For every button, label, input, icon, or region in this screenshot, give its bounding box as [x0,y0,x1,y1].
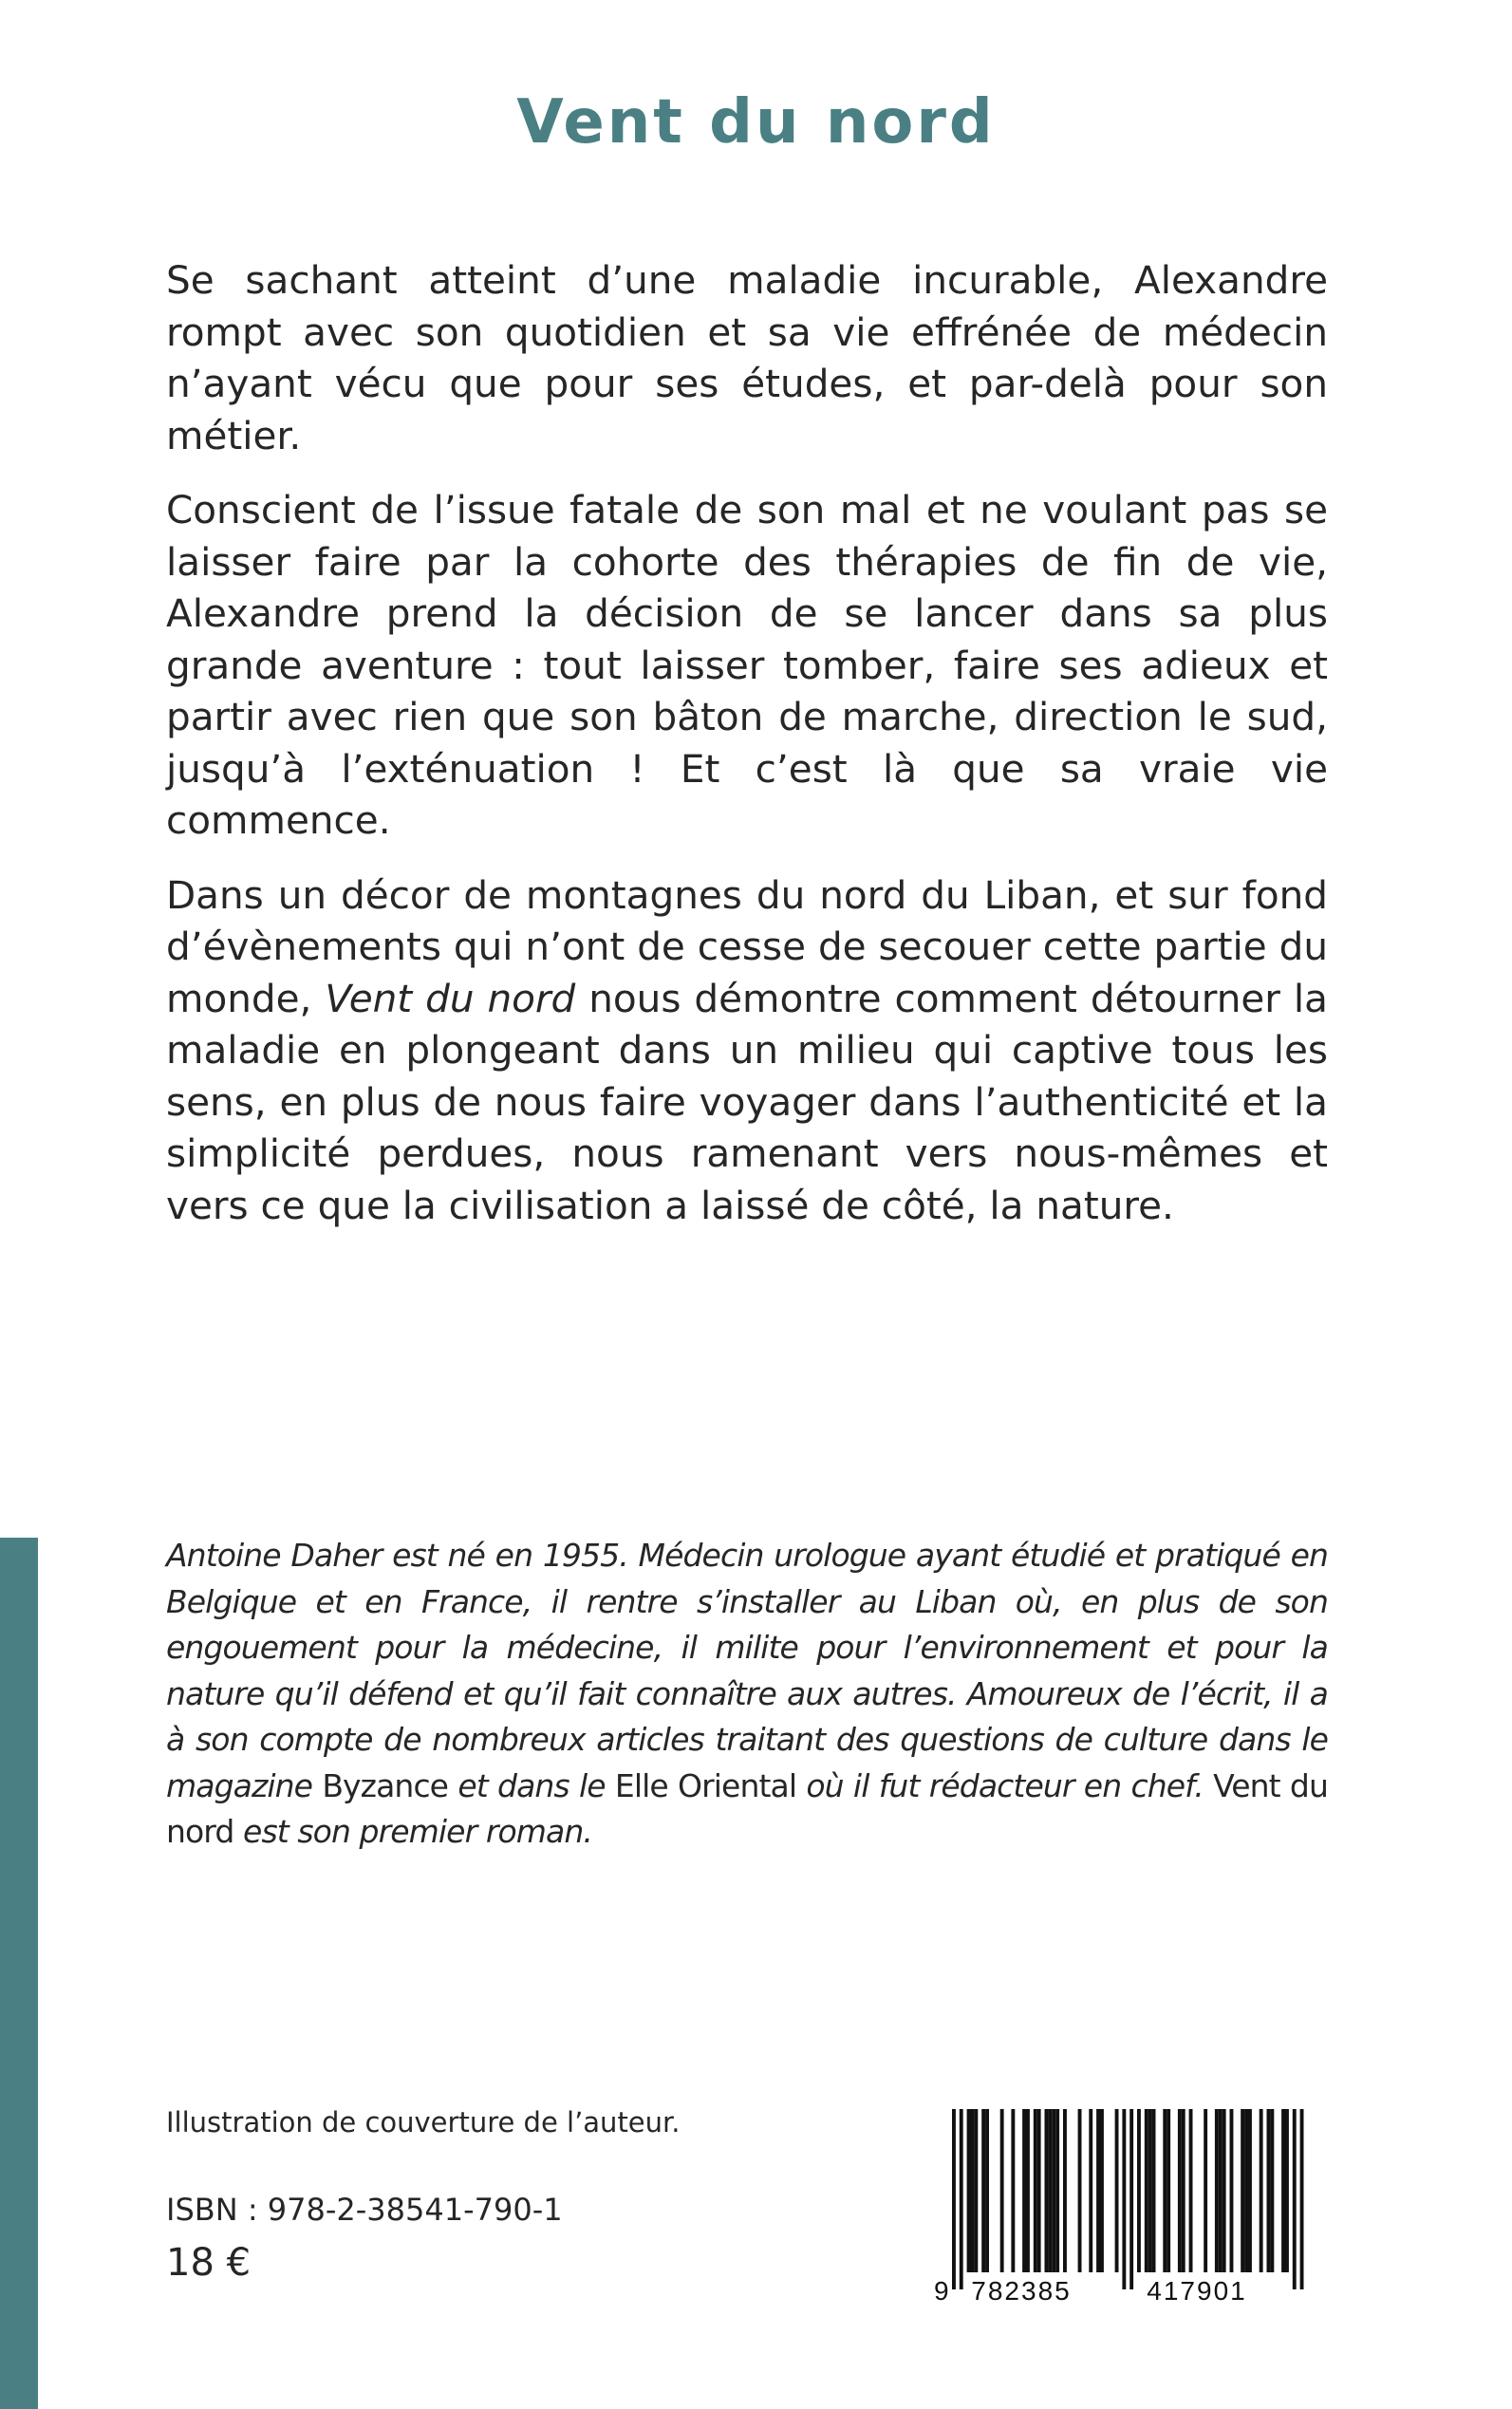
barcode-bar [1244,2109,1248,2272]
bio-novel-title: Vent du nord [166,1766,1328,1850]
barcode-bar [1204,2109,1207,2272]
barcode-bar [1011,2109,1015,2272]
bio-part-1: est né en 1955. Médecin urologue ayant étudié et pratiqué en Belgique et en France, il rentre s’installer au Liban où, en plus de son engouement pour la médecine, il milite pour l’environnement et pour la nature qu’il défend et qu’il fait connaître aux autres. Amoureux de l’écrit, il a à son compte de nombreux articles traitant des questions de culture dans le magazine [166,1537,1328,1804]
barcode-bar [1045,2109,1049,2272]
blurb-paragraph-2: Conscient de l’issue fatale de son mal et ne voulant pas se laisser faire par la cohorte des thérapies de fin de vie, Alexandre prend la décision de se lancer dans sa plus grande aventure : tout laisser tomber, faire ses adieux et partir avec rien que son bâton de marche, direction le sud, jusqu’à l’exténuation ! Et c’est là que sa vraie vie commence. [166,487,1328,843]
barcode-bar [1063,2109,1067,2272]
blurb-p3-start: Dans un décor de montagnes du nord du Liban, et sur fond d’évènements qui n’ont de cesse de secouer cette partie du monde, [166,871,1328,1021]
barcode-bar [1267,2109,1271,2272]
isbn-barcode [930,2105,1329,2306]
back-cover-blurb [166,254,1328,1254]
barcode-bar [974,2109,978,2272]
barcode-bar [1048,2109,1052,2272]
magazine-elle-oriental: Elle Oriental [614,1766,797,1804]
barcode-bar [1167,2109,1170,2272]
teal-side-band [0,1538,38,2409]
barcode-guard-bar [1300,2109,1304,2289]
barcode-guard-bar [1293,2109,1297,2289]
barcode-bar [1223,2109,1226,2272]
barcode-bar [1052,2109,1055,2272]
barcode-bar [1230,2109,1234,2272]
barcode-guard-bar [960,2109,963,2289]
barcode-bar [1100,2109,1104,2272]
bio-part-2: et dans le [448,1766,615,1804]
barcode-bar [1219,2109,1223,2272]
barcode-bar [1000,2109,1004,2272]
barcode-bar [1189,2109,1193,2272]
barcode-bar [971,2109,975,2272]
barcode-bar [1096,2109,1100,2272]
magazine-byzance: Byzance [322,1766,449,1804]
bio-paragraph [166,1533,1328,1856]
author-name: Antoine Daher [166,1537,383,1574]
bio-part-3: où il fut rédacteur en chef. [796,1766,1214,1804]
barcode-bar [1137,2109,1141,2272]
barcode-bar [1241,2109,1244,2272]
barcode-digits-group-1: 782385 [971,2276,1072,2306]
barcode-bar [1281,2109,1285,2272]
barcode-bar [1215,2109,1219,2272]
barcode-bar [1026,2109,1030,2272]
barcode-bar [1037,2109,1041,2272]
blurb-p3-end: nous démontre comment détourner la maladie en plongeant dans un milieu qui captive tous les sens, en plus de nous faire voyager dans l’authenticité et la simplicité perdues, nous ramenant vers nous-mêmes et vers ce que la civilisation a laissé de côté, la nature. [166,975,1328,1228]
blurb-paragraph-3 [166,869,1328,1232]
book-price: 18 € [166,2241,252,2285]
barcode-bar [1152,2109,1156,2272]
barcode-bar [1163,2109,1167,2272]
barcode-digits-group-2: 417901 [1147,2276,1247,2306]
barcode-guard-bar [1129,2109,1133,2289]
cover-illustration-credit: Illustration de couverture de l’auteur. [166,2106,681,2138]
book-title: Vent du nord [516,87,996,158]
barcode-bar [1148,2109,1152,2272]
blurb-paragraph-1: Se sachant atteint d’une maladie incurable, Alexandre rompt avec son quotidien et sa vie effrénée de médecin n’ayant vécu que pour ses études, et par-delà pour son métier. [166,257,1328,458]
barcode-bar [1055,2109,1059,2272]
author-biography [166,1533,1328,1856]
barcode-bar [1182,2109,1185,2272]
barcode-bar [1260,2109,1263,2272]
barcode-bar [1270,2109,1274,2272]
isbn-number: ISBN : 978-2-38541-790-1 [166,2192,563,2228]
barcode-bar [1178,2109,1182,2272]
barcode-bar [985,2109,989,2272]
barcode-bar [1089,2109,1092,2272]
barcode-bar [1248,2109,1252,2272]
barcode-guard-bar [1122,2109,1126,2289]
barcode-bar [967,2109,971,2272]
barcode-bar [1115,2109,1119,2272]
barcode-bar [981,2109,985,2272]
bio-part-4: est son premier roman. [233,1813,592,1850]
barcode-bar [1145,2109,1148,2272]
barcode-guard-bar [952,2109,956,2289]
barcode-digit-first: 9 [934,2276,949,2306]
barcode-bar [1022,2109,1026,2272]
barcode-bar [1078,2109,1082,2272]
barcode-bar [1285,2109,1289,2272]
barcode-bar [1034,2109,1037,2272]
blurb-p3-book-title: Vent du nord [325,975,576,1021]
